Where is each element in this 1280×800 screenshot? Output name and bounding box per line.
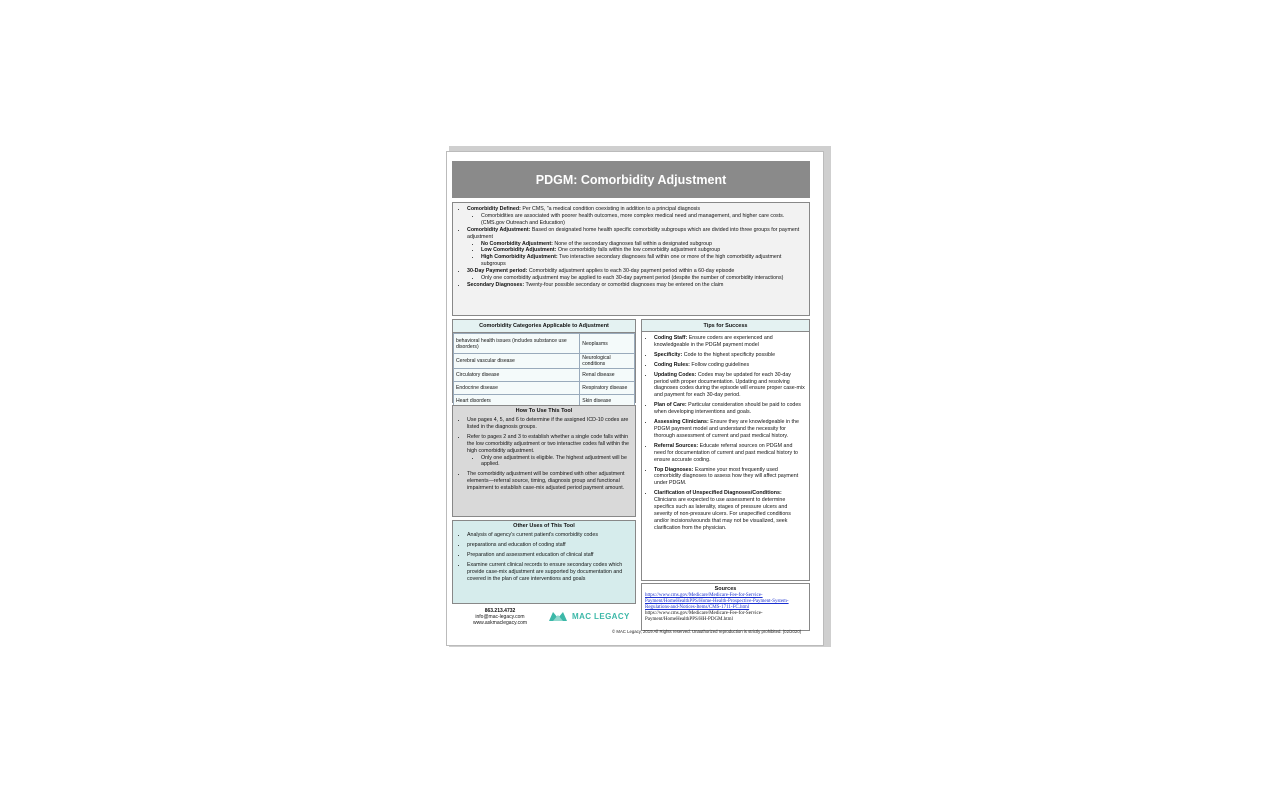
table-row <box>454 369 635 382</box>
tip-item: • Top Diagnoses: Examine your most frequently used comorbidity diagnoses to assess how they will affect payment under PDGM. <box>654 467 805 488</box>
definition-sub: • High Comorbidity Adjustment: Two interactive secondary diagnoses fall within one or more of the high comorbidity adjustment subgroups <box>481 254 805 268</box>
definition-secondary: • Secondary Diagnoses: Twenty-four possible secondary or comorbid diagnoses may be entered on the claim <box>467 282 805 289</box>
source-url: https://www.cms.gov/Medicare/Medicare-Fee-for-Service-Payment/HomeHealthPPS/HH-PDGM.html <box>645 611 763 622</box>
logo-text: MAC LEGACY <box>572 611 630 621</box>
how-to-item: • Refer to pages 2 and 3 to establish whether a single code falls within the low comorbidity adjustment or two interactive codes fall within the high comorbidity adjustment. • Only one adjustment is eligible. The highest adjustment will be applied. <box>467 434 631 469</box>
table-row <box>454 334 635 354</box>
contact-block <box>465 608 535 626</box>
tip-item: • Plan of Care: Particular consideration should be paid to codes when developing interventions and goals. <box>654 402 805 416</box>
table-row <box>454 382 635 395</box>
definition-sub: • Comorbidities are associated with poorer health outcomes, more complex medical need and management, and higher care costs. (CMS.gov Outreach and Education) <box>481 213 805 227</box>
page-title: PDGM: Comorbidity Adjustment <box>452 161 810 198</box>
copyright: © MAC Legacy, 2019 All Rights reserved. Unauthorized reproduction is strictly prohibited. (02/2020) <box>612 629 802 634</box>
table-cell: Heart disorders <box>454 395 580 408</box>
definition-sub: • Low Comorbidity Adjustment: One comorbidity falls within the low comorbidity adjustment subgroup <box>481 247 805 254</box>
table-cell: Circulatory disease <box>454 369 580 382</box>
tip-item: • Updating Codes: Codes may be updated for each 30-day period with proper documentation. Updating and resolving diagnoses codes during the episode will ensure proper case-mix and payment for each 30-day period. <box>654 372 805 400</box>
mac-legacy-logo <box>548 610 630 622</box>
how-to-box <box>452 405 636 517</box>
tip-item: • Coding Staff: Ensure coders are experienced and knowledgeable in the PDGM payment model <box>654 335 805 349</box>
contact-phone: 863.213.4732 <box>484 608 516 614</box>
definition-adjustment: • Comorbidity Adjustment: Based on designated home health specific comorbidity subgroups which are divided into three groups for payment adjustment • No Comorbidity Adjustment: None of the secondary diagnoses fall within a designated subgroup • Low Comorbidity Adjustment: One comorbidity falls within the low comorbidity adjustment subgroup • High Comorbidity Adjustment: Two interactive secondary diagnoses fall within one or more of the high comorbidity adjustment subgroups <box>467 227 805 268</box>
table-cell: behavioral health issues (includes substance use disorders) <box>454 334 580 354</box>
source-link[interactable]: https://www.cms.gov/Medicare/Medicare-Fee-for-Service-Payment/HomeHealthPPS/Home-Health-Prospective-Payment-System-Regulations-and-Notices-Items/CMS-1711-FC.html <box>645 593 789 610</box>
tip-item: • Specificity: Code to the highest specificity possible <box>654 352 805 359</box>
sources-title: Sources <box>714 586 737 592</box>
definition-sub: • Only one comorbidity adjustment may be applied to each 30-day payment period (despite the number of comorbidity interactions) <box>481 275 805 282</box>
definition-payment: • 30-Day Payment period: Comorbidity adjustment applies to each 30-day payment period within a 60-day episode • Only one comorbidity adjustment may be applied to each 30-day payment period (despite the number of comorbidity interactions) <box>467 268 805 282</box>
definition-comorbidity: • Comorbidity Defined: Per CMS, "a medical condition coexisting in addition to a principal diagnosis • Comorbidities are associated with poorer health outcomes, more complex medical need and management, and higher care costs. (CMS.gov Outreach and Education) <box>467 206 805 227</box>
table-cell: Cerebral vascular disease <box>454 354 580 369</box>
tips-box <box>641 319 810 581</box>
other-use-item: • Examine current clinical records to ensure secondary codes which provide case-mix adjustment are supported by documentation and covered in the plan of care interventions and goals <box>467 562 631 583</box>
tip-item: • Clarification of Unspecified Diagnoses/Conditions: Clinicians are expected to use assessment to determine specifics such as laterality, stages of pressure ulcers and severity of non-pressure ulcers. For unspecified conditions and/or incisions/wounds that may not be visualized, seek clarification from the physician. <box>654 490 805 531</box>
contact-email: info@mac-legacy.com <box>475 614 525 620</box>
other-use-item: • Analysis of agency's current patient's comorbidity codes <box>467 532 631 539</box>
table-cell: Neoplasms <box>580 334 635 354</box>
how-to-item: • Use pages 4, 5, and 6 to determine if the assigned ICD-10 codes are listed in the diagnosis groups. <box>467 417 631 431</box>
definition-sub: • No Comorbidity Adjustment: None of the secondary diagnoses fall within a designated subgroup <box>481 241 805 248</box>
sources-box <box>641 583 810 631</box>
tip-item: • Assessing Clinicians: Ensure they are knowledgeable in the PDGM payment model and understand the necessity for thorough assessment of current and past medical history. <box>654 419 805 440</box>
other-use-item: • preparations and education of coding staff <box>467 542 631 549</box>
tip-item: • Referral Sources: Educate referral sources on PDGM and need for documentation of current and past medical history to ensure accurate coding. <box>654 443 805 464</box>
table-cell: Endocrine disease <box>454 382 580 395</box>
table-cell: Respiratory disease <box>580 382 635 395</box>
other-uses-box <box>452 520 636 604</box>
how-to-title: How To Use This Tool <box>515 408 573 414</box>
table-cell: Skin disease <box>580 395 635 408</box>
table-cell: Neurological conditions <box>580 354 635 369</box>
how-to-sub-item: • Only one adjustment is eligible. The highest adjustment will be applied. <box>481 455 631 469</box>
categories-table <box>452 319 636 403</box>
other-uses-title: Other Uses of This Tool <box>513 523 575 529</box>
logo-icon <box>548 610 568 622</box>
tip-item: • Coding Rules: Follow coding guidelines <box>654 362 805 369</box>
document-page <box>446 151 824 646</box>
how-to-item: • The comorbidity adjustment will be combined with other adjustment elements—referral source, timing, diagnosis group and functional impairment to establish case-mix adjusted period payment amount. <box>467 471 631 492</box>
definitions-box <box>452 202 810 316</box>
other-use-item: • Preparation and assessment education of clinical staff <box>467 552 631 559</box>
tips-title: Tips for Success <box>642 320 809 332</box>
table-cell: Renal disease <box>580 369 635 382</box>
table-row <box>454 354 635 369</box>
categories-title: Comorbidity Categories Applicable to Adjustment <box>453 320 635 333</box>
contact-web: www.askmaclegacy.com <box>472 620 528 626</box>
